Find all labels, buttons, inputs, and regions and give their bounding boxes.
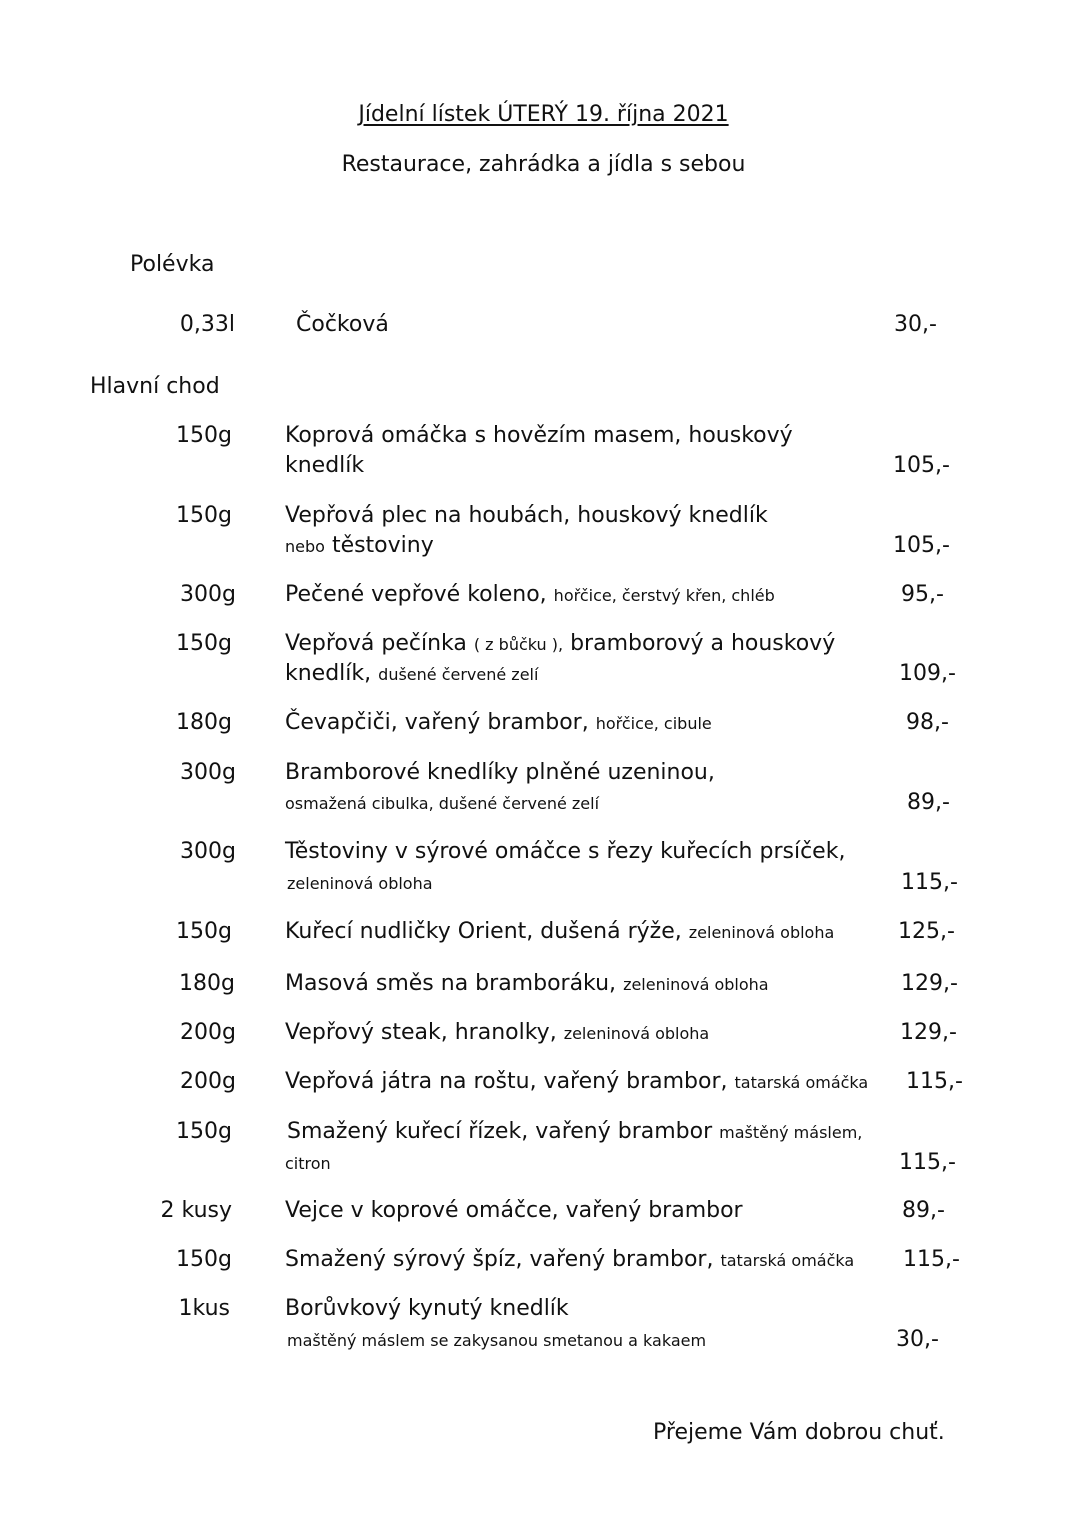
item-name-part: těstoviny xyxy=(331,533,434,558)
item-name-cont xyxy=(287,1327,706,1352)
item-note: citron xyxy=(285,1154,331,1173)
item-price: 129,- xyxy=(900,1020,957,1045)
item-qty: 150g xyxy=(176,1119,232,1144)
item-name xyxy=(285,1020,709,1045)
item-name: Borůvkový kynutý knedlík xyxy=(285,1296,569,1321)
item-note: zeleninová obloha xyxy=(688,923,835,942)
item-name-part: Vepřová játra na roštu, vařený brambor, xyxy=(285,1069,728,1094)
item-name-part: Vepřová pečínka xyxy=(285,631,467,656)
item-qty: 1kus xyxy=(178,1296,230,1321)
item-name xyxy=(285,1247,854,1272)
item-price: 129,- xyxy=(901,971,958,996)
item-price: 89,- xyxy=(907,790,950,815)
item-name xyxy=(285,1069,868,1094)
item-price: 125,- xyxy=(898,919,955,944)
item-qty: 180g xyxy=(179,971,235,996)
section-heading-main: Hlavní chod xyxy=(90,374,220,399)
item-name-cont xyxy=(285,790,599,815)
item-note: osmažená cibulka, dušené červené zelí xyxy=(285,794,600,813)
item-name-part: Pečené vepřové koleno, xyxy=(285,582,547,607)
soup-price: 30,- xyxy=(894,312,937,337)
item-price: 115,- xyxy=(899,1150,956,1175)
item-qty: 150g xyxy=(176,919,232,944)
item-note: hořčice, čerstvý křen, chléb xyxy=(553,586,775,605)
item-name: Koprová omáčka s hovězím masem, houskový xyxy=(285,423,793,448)
item-price: 98,- xyxy=(906,710,949,735)
item-name xyxy=(287,1119,862,1144)
item-price: 115,- xyxy=(903,1247,960,1272)
item-name xyxy=(285,971,769,996)
item-price: 105,- xyxy=(893,533,950,558)
soup-qty: 0,33l xyxy=(179,312,235,337)
item-note: ( z bůčku ), xyxy=(473,635,564,654)
item-name-part: Čevapčiči, vařený brambor, xyxy=(285,710,589,735)
item-note: maštěný máslem se zakysanou smetanou a kakaem xyxy=(287,1331,707,1350)
item-qty: 180g xyxy=(176,710,232,735)
item-note: nebo xyxy=(285,537,325,556)
item-name-part: Smažený sýrový špíz, vařený brambor, xyxy=(285,1247,714,1272)
item-price: 89,- xyxy=(902,1198,945,1223)
page-title: Jídelní lístek ÚTERÝ 19. října 2021 xyxy=(358,102,729,127)
item-note: zeleninová obloha xyxy=(623,975,769,994)
item-note: zeleninová obloha xyxy=(563,1024,710,1043)
item-name-part: bramborový a houskový xyxy=(570,631,836,656)
item-name-cont xyxy=(285,533,434,558)
item-name-part: Masová směs na bramboráku, xyxy=(285,971,617,996)
item-name-part: Vepřový steak, hranolky, xyxy=(285,1020,557,1045)
item-note: zeleninová obloha xyxy=(287,874,433,893)
item-qty: 300g xyxy=(180,760,236,785)
item-qty: 300g xyxy=(180,582,236,607)
closing-greeting: Přejeme Vám dobrou chuť. xyxy=(653,1420,945,1445)
item-name xyxy=(285,710,712,735)
item-note: maštěný máslem, xyxy=(719,1123,863,1142)
item-name: Těstoviny v sýrové omáčce s řezy kuřecích prsíček, xyxy=(285,839,846,864)
item-note: dušené červené zelí xyxy=(378,665,539,684)
section-heading-soup: Polévka xyxy=(130,252,215,277)
page-subtitle: Restaurace, zahrádka a jídla s sebou xyxy=(341,152,746,177)
item-note: tatarská omáčka xyxy=(720,1251,855,1270)
item-note: hořčice, cibule xyxy=(595,714,712,733)
item-price: 115,- xyxy=(906,1069,963,1094)
item-name-cont xyxy=(285,661,538,686)
item-name-part: Smažený kuřecí řízek, vařený brambor xyxy=(287,1119,713,1144)
item-qty: 200g xyxy=(180,1069,236,1094)
item-qty: 150g xyxy=(176,503,232,528)
item-note: tatarská omáčka xyxy=(734,1073,869,1092)
item-price: 30,- xyxy=(896,1327,939,1352)
item-name-cont xyxy=(287,870,433,895)
item-price: 115,- xyxy=(901,870,958,895)
item-price: 95,- xyxy=(901,582,944,607)
item-name-cont: knedlík xyxy=(285,453,365,478)
item-name: Bramborové knedlíky plněné uzeninou, xyxy=(285,760,715,785)
item-price: 105,- xyxy=(893,453,950,478)
item-name xyxy=(285,631,835,656)
item-qty: 200g xyxy=(180,1020,236,1045)
item-name-part: Kuřecí nudličky Orient, dušená rýže, xyxy=(285,919,682,944)
item-name: Vejce v koprové omáčce, vařený brambor xyxy=(285,1198,743,1223)
item-qty: 150g xyxy=(176,1247,232,1272)
item-name xyxy=(285,582,775,607)
soup-name: Čočková xyxy=(296,312,389,337)
item-qty: 300g xyxy=(180,839,236,864)
item-name xyxy=(285,919,834,944)
item-price: 109,- xyxy=(899,661,956,686)
item-name: Vepřová plec na houbách, houskový knedlík xyxy=(285,503,768,528)
item-qty: 2 kusy xyxy=(160,1198,232,1223)
item-qty: 150g xyxy=(176,423,232,448)
item-qty: 150g xyxy=(176,631,232,656)
item-name-part: knedlík, xyxy=(285,661,372,686)
item-name-cont xyxy=(285,1150,331,1175)
